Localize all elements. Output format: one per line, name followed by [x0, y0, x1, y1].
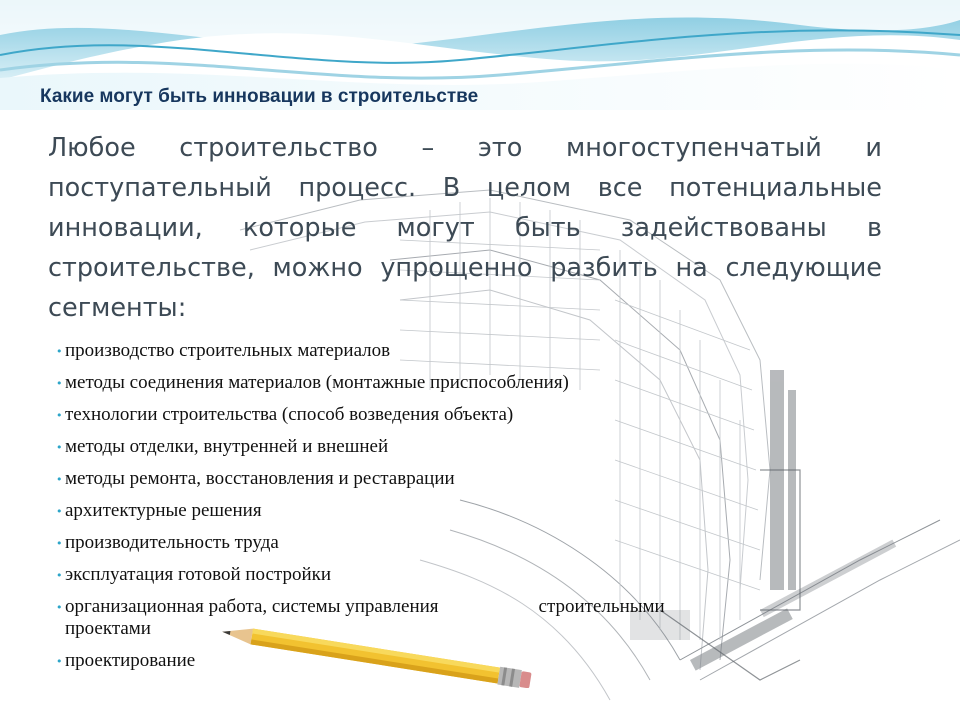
lead-paragraph: Любое строительство – это многоступенчатый и поступательный процесс. В целом все потенциальные инновации, которые могут быть задействованы в строительстве, можно упрощенно разбить на следующие сегменты:: [48, 133, 882, 323]
bullet-icon: •: [56, 377, 63, 390]
segments-list: [56, 340, 846, 682]
list-item: • архитектурные решения: [56, 500, 262, 521]
list-item: • методы отделки, внутренней и внешней: [56, 436, 389, 457]
list-item: • эксплуатация готовой постройки: [56, 564, 332, 585]
bullet-icon: •: [56, 505, 63, 518]
bullet-icon: •: [56, 409, 63, 422]
list-item: • организационная работа, системы управления строительными проектами: [56, 596, 665, 639]
list-item: • методы ремонта, восстановления и реставрации: [56, 468, 455, 489]
bullet-icon: •: [56, 601, 63, 614]
bullet-icon: •: [56, 345, 63, 358]
list-item: • производство строительных материалов: [56, 340, 391, 361]
bullet-icon: •: [56, 473, 63, 486]
list-item: • проектирование: [56, 650, 196, 671]
list-item: • производительность труда: [56, 532, 279, 553]
bullet-icon: •: [56, 441, 63, 454]
slide-title: Какие могут быть инновации в строительстве: [40, 86, 479, 107]
bullet-icon: •: [56, 569, 63, 582]
list-item: • технологии строительства (способ возведения объекта): [56, 404, 514, 425]
list-item: • методы соединения материалов (монтажные приспособления): [56, 372, 569, 393]
bullet-icon: •: [56, 655, 63, 668]
bullet-icon: •: [56, 537, 63, 550]
